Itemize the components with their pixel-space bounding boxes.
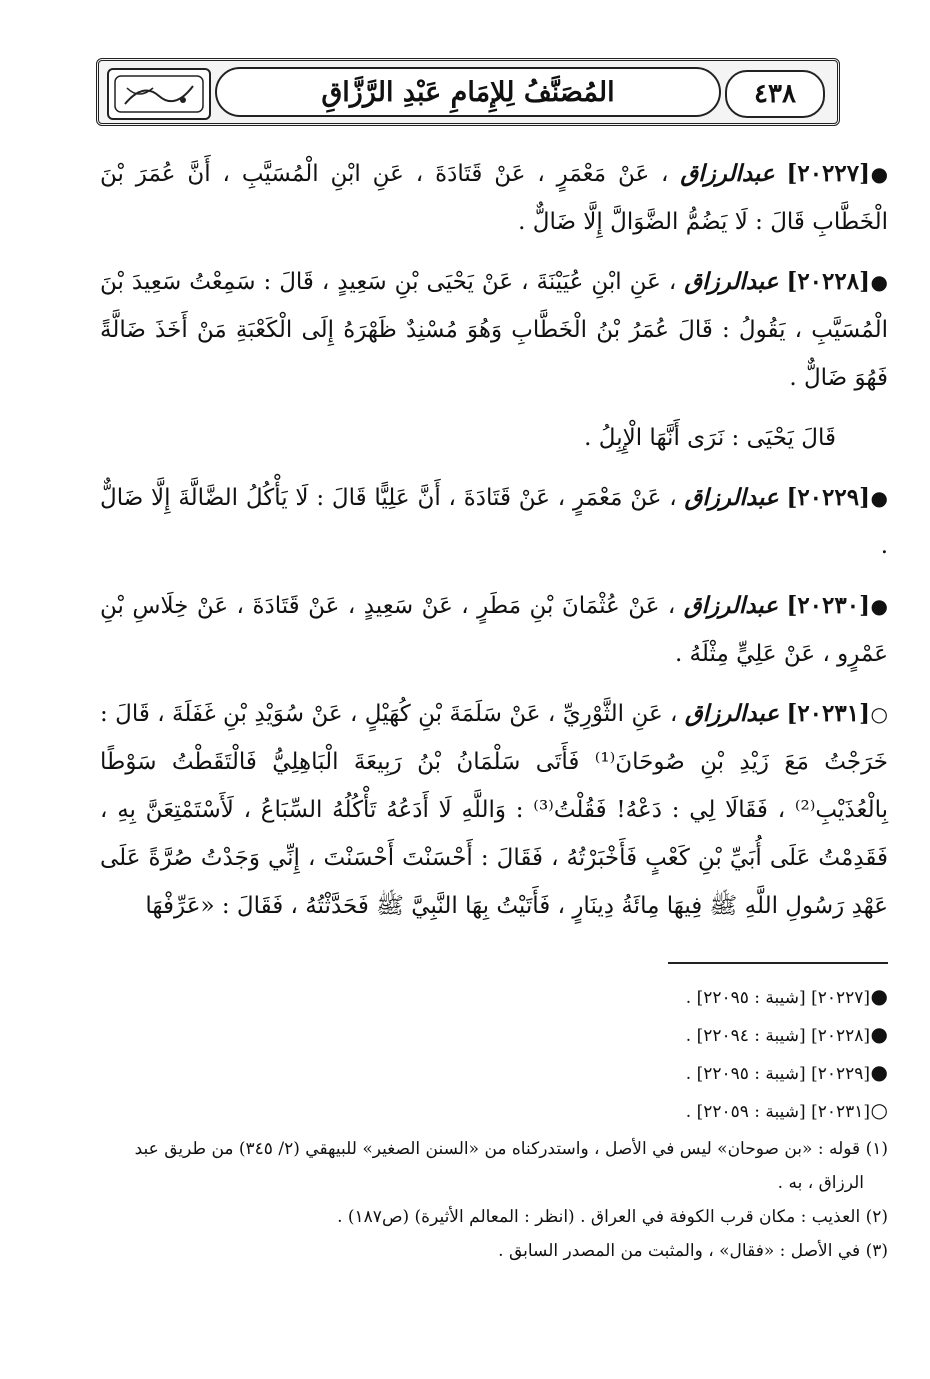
hadith-comment: قَالَ يَحْيَى : نَرَى أَنَّهَا الْإِبِلُ .: [584, 425, 836, 451]
hadith-number: [٢٠٢٣٠]: [786, 592, 870, 619]
hadith-number: [٢٠٢٢٩]: [786, 484, 870, 511]
hadith-entry: [100, 474, 888, 570]
source-text: [٢٠٢٢٨] [شيبة : ٢٢٠٩٤] .: [685, 1026, 870, 1046]
source-marker: ○: [870, 1098, 888, 1122]
source-reference: [100, 1054, 888, 1092]
hadith-number: [٢٠٢٢٨]: [786, 268, 870, 295]
footnotes-list: [100, 1132, 888, 1268]
source-reference: [100, 1092, 888, 1130]
narrator-name: عبدالرزاق: [684, 268, 779, 295]
page-header: [96, 58, 840, 126]
hadith-entry: [100, 690, 888, 930]
source-marker: ●: [870, 1022, 888, 1046]
entry-marker: ●: [870, 486, 888, 510]
hadith-text: ، عَنْ مَعْمَرٍ ، عَنْ قَتَادَةَ ، عَنِ ابْنِ الْمُسَيَّبِ ، أَنَّ عُمَرَ بْنَ الْخَطَّابِ قَالَ : لَا يَضُمُّ الضَّوَالَّ إِلَّا ضَالٌّ .: [100, 161, 888, 235]
hadith-text: ، عَنِ الثَّوْرِيِّ ، عَنْ سَلَمَةَ بْنِ كُهَيْلٍ ، عَنْ سُوَيْدِ بْنِ غَفَلَةَ ، قَالَ : خَرَجْتُ مَعَ زَيْدِ بْنِ صُوحَانَ⁽¹⁾ فَأَتَى سَلْمَانُ بْنُ رَبِيعَةَ الْبَاهِلِيُّ فَالْتَقَطْتُ سَوْطًا بِالْعُذَيْبِ⁽²⁾ ، فَقَالَا لِي : دَعْهُ! فَقُلْتُ⁽³⁾ : وَاللَّهِ لَا أَدَعُهُ تَأْكُلُهُ السِّبَاعُ ، لَأَسْتَمْتِعَنَّ بِهِ ، فَقَدِمْتُ عَلَى أُبَيِّ بْنِ كَعْبٍ فَأَخْبَرْتُهُ ، فَقَالَ : أَحْسَنْتَ أَحْسَنْتَ ، إِنِّي وَجَدْتُ صُرَّةً عَلَى عَهْدِ رَسُولِ اللَّهِ ﷺ فِيهَا مِائَةُ دِينَارٍ ، فَأَتَيْتُ بِهَا النَّبِيَّ ﷺ فَحَدَّثْتُهُ ، فَقَالَ : «عَرِّفْهَا: [100, 701, 889, 919]
hadith-entry: [100, 258, 888, 462]
hadith-entry: [100, 582, 888, 678]
entry-marker: ●: [870, 270, 888, 294]
narrator-name: عبدالرزاق: [683, 592, 778, 619]
narrator-name: عبدالرزاق: [684, 484, 779, 511]
hadith-number: [٢٠٢٢٧]: [786, 160, 871, 187]
footnote-separator: [668, 962, 888, 964]
footnotes-area: [100, 978, 888, 1268]
main-text: [100, 150, 888, 942]
source-text: [٢٠٢٣١] [شيبة : ٢٢٠٥٩] .: [685, 1102, 870, 1122]
hadith-entry: [100, 150, 888, 246]
book-logo: [107, 68, 211, 120]
source-text: [٢٠٢٢٧] [شيبة : ٢٢٠٩٥] .: [685, 988, 870, 1008]
narrator-name: عبدالرزاق: [680, 160, 775, 187]
entry-marker: ○: [870, 702, 888, 726]
header-title-frame: [215, 67, 721, 117]
hadith-text: ، عَنْ عُثْمَانَ بْنِ مَطَرٍ ، عَنْ سَعِيدٍ ، عَنْ قَتَادَةَ ، عَنْ خِلَاسِ بْنِ عَمْرٍو ، عَنْ عَلِيٍّ مِثْلَهُ .: [100, 593, 888, 667]
source-marker: ●: [870, 984, 888, 1008]
narrator-name: عبدالرزاق: [684, 700, 780, 727]
hadith-number: [٢٠٢٣١]: [786, 700, 870, 727]
book-title: المُصَنَّفُ لِلإِمَامِ عَبْدِ الرَّزَّاقِ: [321, 76, 615, 108]
footnote: (٣) في الأصل : «فقال» ، والمثبت من المصدر السابق .: [498, 1241, 888, 1261]
source-marker: ●: [870, 1060, 888, 1084]
ornament-icon: [113, 74, 205, 114]
footnote: (٢) العذيب : مكان قرب الكوفة في العراق . (انظر : المعالم الأثيرة) (ص١٨٧) .: [337, 1207, 888, 1227]
hadith-text: ، عَنْ مَعْمَرٍ ، عَنْ قَتَادَةَ ، أَنَّ عَلِيًّا قَالَ : لَا يَأْكُلُ الضَّالَّةَ إِلَّا ضَالٌّ .: [100, 485, 888, 559]
page-number: ٤٣٨: [725, 70, 825, 118]
entry-marker: ●: [870, 162, 889, 186]
hadith-text: ، عَنِ ابْنِ عُيَيْنَةَ ، عَنْ يَحْيَى بْنِ سَعِيدٍ ، قَالَ : سَمِعْتُ سَعِيدَ بْنَ الْمُسَيَّبِ ، يَقُولُ : قَالَ عُمَرُ بْنُ الْخَطَّابِ وَهُوَ مُسْنِدٌ ظَهْرَهُ إِلَى الْكَعْبَةِ مَنْ أَخَذَ ضَالَّةً فَهُوَ ضَالٌّ .: [100, 269, 888, 391]
source-text: [٢٠٢٢٩] [شيبة : ٢٢٠٩٥] .: [685, 1064, 870, 1084]
footnote: (١) قوله : «بن صوحان» ليس في الأصل ، واستدركناه من «السنن الصغير» للبيهقي (٢/ ٣٤٥) من طريق عبد الرزاق ، به .: [134, 1139, 888, 1193]
entry-marker: ●: [870, 594, 888, 618]
source-reference: [100, 978, 888, 1016]
source-reference: [100, 1016, 888, 1054]
